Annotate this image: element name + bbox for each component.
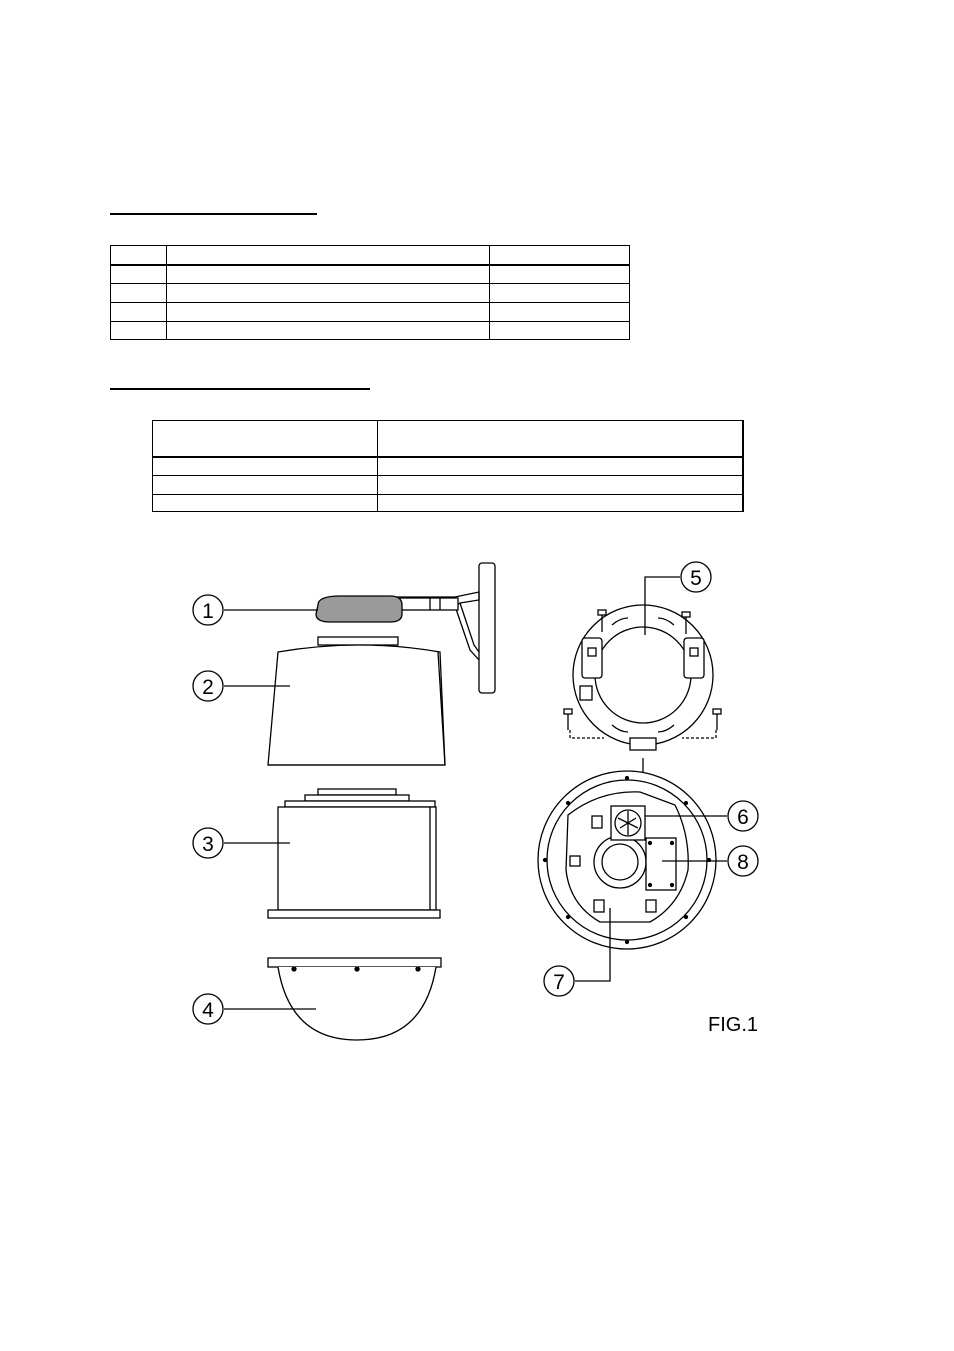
callout-3: 3 <box>202 833 214 856</box>
dome-cover <box>268 958 441 1040</box>
upper-housing <box>268 637 445 765</box>
callout-2: 2 <box>202 676 214 699</box>
callout-8: 8 <box>737 851 749 874</box>
callout-5: 5 <box>690 567 702 590</box>
callout-7: 7 <box>553 971 565 994</box>
mounting-ring <box>564 605 721 750</box>
callout-4: 4 <box>202 999 214 1022</box>
inner-housing <box>268 789 440 918</box>
figure-label: FIG.1 <box>708 1014 759 1036</box>
callout-1: 1 <box>202 600 214 623</box>
base-assembly <box>538 771 716 949</box>
callout-6: 6 <box>737 806 749 829</box>
